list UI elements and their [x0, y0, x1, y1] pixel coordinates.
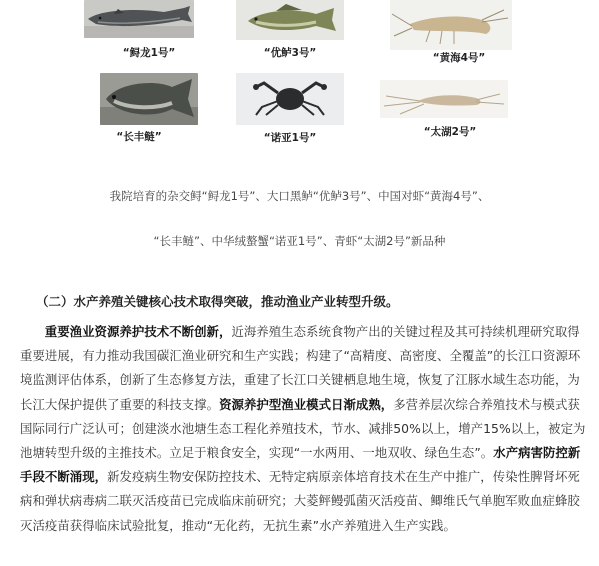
- photo-label-bass: “优鲈3号”: [263, 47, 317, 59]
- prawn-photo: [380, 80, 508, 118]
- photo-label-shrimp: “黄海4号”: [432, 52, 486, 64]
- highlight-aquaculture-model: 资源养护型渔业模式日渐成熟，: [219, 396, 394, 412]
- text-disease-control: 新发疫病生物安保防控技术、无特定病原亲体培育技术在生产中推广，传染性脾肾坏死病和弹状病毒病二联灭活疫苗已完成临床前研究；大菱鲆鳗弧菌灭活疫苗、鲫维氏气单胞军败血症蜂胶灭活疫苗获得临床试验批复，推动“无化药，无抗生素”水产养殖进入生产实践。: [20, 469, 580, 533]
- highlight-disease-control: 水产病害防控新手段不断涌现，: [20, 445, 581, 485]
- species-photo-grid: [70, 0, 530, 150]
- sturgeon-photo: [84, 0, 194, 38]
- highlight-resource-conservation: 重要渔业资源养护技术不断创新，: [44, 324, 232, 339]
- crab-photo: [236, 73, 344, 125]
- photo-label-sturgeon: “鲟龙1号”: [122, 47, 176, 59]
- bass-photo: [236, 0, 344, 40]
- text-resource-conservation: 近海养殖生态系统食物产出的关键过程及其可持续机理研究取得重要进展，有力推动我国碳汇渔业研究和生产实践；构建了“高精度、高密度、全覆盖”的长江口资源环境监测评估体系，创新了生态修复方法，重建了长江口关键栖息地生境，恢复了江豚水域生态功能，为长江大保护提供了重要的科技支撑。: [20, 324, 581, 412]
- photo-tile-crab: [236, 73, 344, 145]
- section-heading: （二）水产养殖关键核心技术取得突破，推动渔业产业转型升级。: [36, 294, 399, 309]
- photo-tile-silver-carp: [100, 73, 198, 143]
- photo-tile-shrimp: [390, 0, 512, 64]
- text-aquaculture-model: 多营养层次综合养殖技术与模式获国际同行广泛认可；创建淡水池塘生态工程化养殖技术，节水、减排50%以上，增产15%以上，被定为池塘转型升级的主推技术。立足于粮食安全，实现“一水两用、一地双收、绿色生态”。: [20, 396, 586, 461]
- photo-tile-prawn: [380, 80, 508, 146]
- silver-carp-photo: [100, 73, 198, 125]
- photo-tile-bass: [236, 0, 344, 64]
- photo-label-prawn: “太湖2号”: [423, 126, 477, 138]
- shrimp-photo: [390, 0, 512, 50]
- section-body-paragraph: [20, 320, 586, 538]
- photo-label-silver-carp: “长丰鲢”: [116, 131, 162, 143]
- photo-tile-sturgeon: [84, 0, 194, 64]
- figure-caption-line-2: “长丰鲢”、中华绒螯蟹“诺亚1号”、青虾“太湖2号”新品种: [153, 234, 446, 248]
- figure-caption-line-1: 我院培育的杂交鲟“鲟龙1号”、大口黑鲈“优鲈3号”、中国对虾“黄海4号”、: [109, 189, 490, 203]
- photo-label-crab: “诺亚1号”: [263, 132, 317, 144]
